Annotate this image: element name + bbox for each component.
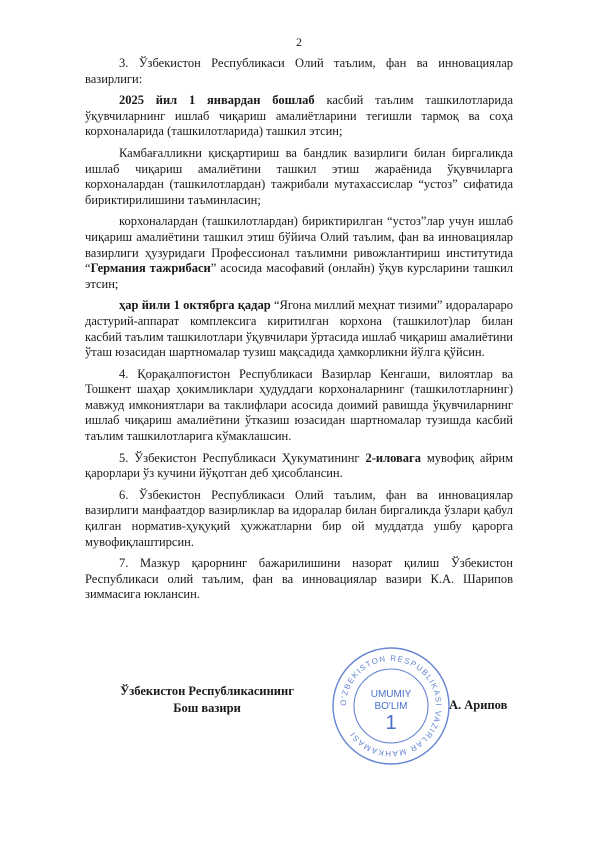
signatory-name: А. Арипов [449,698,508,712]
paragraph-7: 7. Мазкур қарорнинг бажарилишини назорат қилиш Ўзбекистон Республикаси олий таълим, фан ва инновациялар вазири К.А. Шарипов зиммасига юклансин. [85,556,513,602]
paragraph-3-3-text-b: ” асосида масофавий (онлайн) ўқув курсларини ташкил этсин; [85,261,513,291]
signatory-title-line1: Ўзбекистон Республикасининг [120,684,294,698]
stamp-line1: UMUMIY [370,689,412,700]
paragraph-3-1-text: касбий таълим ташкилотларида ўқувчиларнинг ишлаб чиқариш амалиётларини тегишли тармоқ ва соҳа корхоналарида (ташкилотларида) ташкил этсин; [85,93,513,139]
paragraph-3: 3. Ўзбекистон Республикаси Олий таълим, фан ва инновациялар вазирлиги: [85,56,513,86]
paragraph-3-4-text: “Ягона миллий меҳнат тизими” идоралараро дастурий-аппарат комплексига киритилган корхона (ташкилот)лар билан касбий таълим ташкилотлари ўқувчилари ўртасида ишлаб чиқариш амалиётини ўташ юзасидан шартномалар тузиш мақсадида ҳамкорликни йўлга қўйсин. [85,298,513,360]
paragraph-3-4 [85,298,513,360]
signatory-title [112,683,302,717]
date-october: ҳар йили 1 октябрга қадар [119,298,271,313]
date-2025: 2025 йил 1 январдан бошлаб [119,93,315,108]
paragraph-3-3-text-a: корхоналардан (ташкилотлардан) бириктирилган “устоз”лар учун ишлаб чиқариш амалиётини ташкил этиш бўйича Олий таълим, фан ва инновациялар вазирлиги ҳузуридаги Профессионал таълимни ривожлантириш институтида “ [85,214,513,276]
stamp-ring-text: O'ZBEKISTON RESPUBLIKASI VAZIRLAR MAHKAMASI [338,653,444,759]
paragraph-5-text-a: 5. Ўзбекистон Республикаси Ҳукуматининг [119,450,366,465]
paragraph-3-1 [85,93,513,140]
stamp-number: 1 [385,712,397,734]
paragraph-6: 6. Ўзбекистон Республикаси Олий таълим, фан ва инновациялар вазирлиги манфаатдор вазирликлар ва идоралар билан биргаликда ўзлари қабул қилган норматив-ҳуқуқий ҳужжатларни бир ой муддатда ушбу қарорга мувофиқлаштирсин. [85,487,513,549]
document-body [85,56,513,609]
stamp-line2: BO'LIM [374,701,408,712]
official-stamp [330,645,452,767]
signatory-title-line2: Бош вазири [173,701,241,715]
paragraph-4: 4. Қорақалпоғистон Республикаси Вазирлар Кенгаши, вилоятлар ва Тошкент шаҳар ҳокимликлари ҳудуддаги корхоналарнинг (ташкилотларнинг) мавжуд имкониятлари ва таклифлари асосида доимий равишда ўқувчиларнинг ишлаб чиқариш амалиётини ўтказиш юзасидан шартномалар тузишда касбий таълим ташкилотларига кўмаклашсин. [85,366,513,444]
paragraph-5 [85,451,513,482]
paragraph-3-3 [85,214,513,292]
page-number: 2 [296,35,302,49]
paragraph-5-text-b: мувофиқ айрим қарорлари ўз кучини йўқотган деб ҳисоблансин. [85,450,513,481]
annex-2: 2-иловага [365,450,421,465]
germany-experience: Германия тажрибаси [90,261,211,276]
paragraph-3-2: Камбағалликни қисқартириш ва бандлик вазирлиги билан биргаликда ишлаб чиқариш амалиётини ташкил этиш жараёнида ўқувчиларга корхоналардан (ташкилотлардан) тажрибали мутахассислар “устоз” сифатида бириктирилишини таъминласин; [85,145,513,207]
